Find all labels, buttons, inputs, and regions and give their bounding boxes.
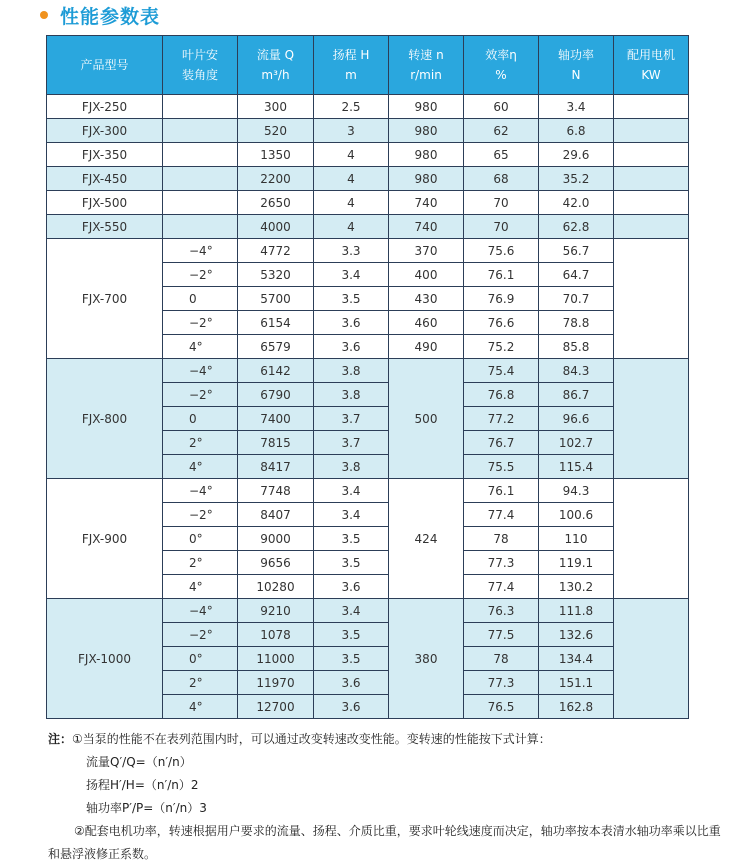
cell-efficiency: 75.2 — [464, 335, 539, 359]
cell-flow: 1350 — [238, 143, 314, 167]
cell-head: 3.5 — [314, 551, 389, 575]
cell-angle — [163, 143, 238, 167]
header-flow: 流量 Q m³/h — [238, 36, 314, 95]
cell-angle: −4° — [163, 599, 238, 623]
cell-shaft-power: 94.3 — [539, 479, 614, 503]
cell-speed: 980 — [389, 143, 464, 167]
title-bar — [40, 0, 160, 30]
page-title: 性能参数表 — [60, 5, 161, 28]
cell-shaft-power: 64.7 — [539, 263, 614, 287]
table-row — [47, 167, 689, 191]
cell-efficiency: 75.6 — [464, 239, 539, 263]
cell-shaft-power: 3.4 — [539, 95, 614, 119]
table-row — [47, 239, 689, 263]
orange-dot-icon — [40, 11, 48, 19]
cell-flow: 6579 — [238, 335, 314, 359]
cell-shaft-power: 151.1 — [539, 671, 614, 695]
table-row — [47, 479, 689, 503]
cell-efficiency: 62 — [464, 119, 539, 143]
cell-head: 2.5 — [314, 95, 389, 119]
cell-speed: 400 — [389, 263, 464, 287]
table-row — [47, 215, 689, 239]
performance-table — [46, 35, 689, 719]
cell-shaft-power: 130.2 — [539, 575, 614, 599]
note-text: ①当泵的性能不在表列范围内时，可以通过改变转速改变性能。变转速的性能按下式计算： — [72, 732, 551, 746]
cell-flow: 4772 — [238, 239, 314, 263]
cell-head: 3.7 — [314, 407, 389, 431]
cell-angle: −4° — [163, 479, 238, 503]
cell-model-group: FJX-900 — [47, 479, 163, 599]
cell-shaft-power: 134.4 — [539, 647, 614, 671]
cell-shaft-power: 29.6 — [539, 143, 614, 167]
note-line: 和悬浮液修正系数。 — [48, 847, 157, 861]
cell-flow: 11000 — [238, 647, 314, 671]
cell-flow: 7815 — [238, 431, 314, 455]
table-row — [47, 191, 689, 215]
cell-angle: 4° — [163, 695, 238, 719]
cell-flow: 11970 — [238, 671, 314, 695]
cell-speed-group: 424 — [389, 479, 464, 599]
cell-flow: 5700 — [238, 287, 314, 311]
cell-angle — [163, 191, 238, 215]
header-head: 扬程 H m — [314, 36, 389, 95]
cell-speed: 490 — [389, 335, 464, 359]
cell-model: FJX-500 — [47, 191, 163, 215]
cell-flow: 5320 — [238, 263, 314, 287]
cell-flow: 7748 — [238, 479, 314, 503]
cell-efficiency: 65 — [464, 143, 539, 167]
cell-flow: 6154 — [238, 311, 314, 335]
cell-head: 3.5 — [314, 647, 389, 671]
cell-head: 3.4 — [314, 263, 389, 287]
cell-speed: 430 — [389, 287, 464, 311]
cell-shaft-power: 62.8 — [539, 215, 614, 239]
cell-angle: 0° — [163, 647, 238, 671]
cell-efficiency: 77.3 — [464, 551, 539, 575]
cell-head: 3.6 — [314, 311, 389, 335]
cell-angle: −2° — [163, 263, 238, 287]
cell-shaft-power: 102.7 — [539, 431, 614, 455]
cell-angle: 4° — [163, 575, 238, 599]
cell-speed: 980 — [389, 167, 464, 191]
cell-angle: 0 — [163, 407, 238, 431]
cell-speed: 370 — [389, 239, 464, 263]
cell-efficiency: 76.3 — [464, 599, 539, 623]
header-efficiency: 效率η % — [464, 36, 539, 95]
cell-model: FJX-550 — [47, 215, 163, 239]
cell-motor — [614, 191, 689, 215]
header-model: 产品型号 — [47, 36, 163, 95]
cell-angle: 0° — [163, 527, 238, 551]
cell-efficiency: 78 — [464, 647, 539, 671]
cell-model: FJX-300 — [47, 119, 163, 143]
cell-head: 3.8 — [314, 383, 389, 407]
cell-head: 3.5 — [314, 287, 389, 311]
cell-angle: 2° — [163, 671, 238, 695]
note-formula-head: 扬程H′/H=（n′/n）2 — [86, 778, 199, 792]
cell-flow: 7400 — [238, 407, 314, 431]
cell-flow: 6142 — [238, 359, 314, 383]
cell-efficiency: 76.9 — [464, 287, 539, 311]
cell-head: 3.8 — [314, 455, 389, 479]
cell-motor — [614, 143, 689, 167]
cell-efficiency: 68 — [464, 167, 539, 191]
cell-shaft-power: 6.8 — [539, 119, 614, 143]
cell-head: 3.8 — [314, 359, 389, 383]
cell-flow: 2200 — [238, 167, 314, 191]
cell-efficiency: 75.4 — [464, 359, 539, 383]
cell-efficiency: 76.1 — [464, 479, 539, 503]
cell-shaft-power: 42.0 — [539, 191, 614, 215]
cell-shaft-power: 96.6 — [539, 407, 614, 431]
cell-motor-group — [614, 599, 689, 719]
cell-shaft-power: 119.1 — [539, 551, 614, 575]
cell-head: 3.6 — [314, 671, 389, 695]
cell-angle — [163, 95, 238, 119]
cell-angle: −4° — [163, 359, 238, 383]
cell-head: 3.6 — [314, 335, 389, 359]
cell-model: FJX-350 — [47, 143, 163, 167]
cell-head: 4 — [314, 191, 389, 215]
cell-head: 3.7 — [314, 431, 389, 455]
table-row — [47, 143, 689, 167]
cell-head: 3.5 — [314, 527, 389, 551]
cell-shaft-power: 84.3 — [539, 359, 614, 383]
table-body — [47, 95, 689, 719]
cell-flow: 8417 — [238, 455, 314, 479]
cell-angle: 2° — [163, 551, 238, 575]
cell-efficiency: 76.1 — [464, 263, 539, 287]
cell-head: 3.4 — [314, 479, 389, 503]
cell-flow: 520 — [238, 119, 314, 143]
cell-angle: −2° — [163, 503, 238, 527]
cell-efficiency: 76.7 — [464, 431, 539, 455]
cell-head: 3.6 — [314, 695, 389, 719]
cell-angle — [163, 119, 238, 143]
cell-flow: 2650 — [238, 191, 314, 215]
cell-efficiency: 77.4 — [464, 575, 539, 599]
cell-flow: 9656 — [238, 551, 314, 575]
cell-efficiency: 70 — [464, 215, 539, 239]
cell-angle: −4° — [163, 239, 238, 263]
cell-speed: 740 — [389, 215, 464, 239]
cell-shaft-power: 56.7 — [539, 239, 614, 263]
cell-flow: 6790 — [238, 383, 314, 407]
cell-motor — [614, 119, 689, 143]
notes-section — [48, 728, 721, 866]
cell-flow: 12700 — [238, 695, 314, 719]
table-row — [47, 599, 689, 623]
cell-efficiency: 77.4 — [464, 503, 539, 527]
cell-flow: 1078 — [238, 623, 314, 647]
table-row — [47, 119, 689, 143]
cell-efficiency: 77.5 — [464, 623, 539, 647]
cell-speed: 460 — [389, 311, 464, 335]
cell-head: 3 — [314, 119, 389, 143]
cell-speed: 980 — [389, 95, 464, 119]
cell-head: 3.5 — [314, 623, 389, 647]
cell-angle: 4° — [163, 455, 238, 479]
cell-speed-group: 380 — [389, 599, 464, 719]
cell-efficiency: 77.2 — [464, 407, 539, 431]
note-formula-flow: 流量Q′/Q=（n′/n） — [86, 755, 192, 769]
cell-model: FJX-250 — [47, 95, 163, 119]
cell-angle: 2° — [163, 431, 238, 455]
cell-shaft-power: 115.4 — [539, 455, 614, 479]
cell-flow: 300 — [238, 95, 314, 119]
cell-head: 3.3 — [314, 239, 389, 263]
header-motor: 配用电机 KW — [614, 36, 689, 95]
cell-head: 4 — [314, 215, 389, 239]
note-line — [48, 728, 708, 751]
note-line: ②配套电机功率，转速根据用户要求的流量、扬程、介质比重，要求叶轮线速度而决定，轴功率按本表清水轴功率乘以比重 — [74, 824, 721, 838]
cell-efficiency: 75.5 — [464, 455, 539, 479]
cell-speed: 740 — [389, 191, 464, 215]
cell-shaft-power: 35.2 — [539, 167, 614, 191]
cell-model-group: FJX-1000 — [47, 599, 163, 719]
cell-angle: 0 — [163, 287, 238, 311]
cell-model-group: FJX-800 — [47, 359, 163, 479]
cell-motor — [614, 167, 689, 191]
cell-flow: 8407 — [238, 503, 314, 527]
cell-angle: 4° — [163, 335, 238, 359]
cell-angle — [163, 167, 238, 191]
cell-model-group: FJX-700 — [47, 239, 163, 359]
cell-speed-group: 500 — [389, 359, 464, 479]
cell-efficiency: 76.6 — [464, 311, 539, 335]
cell-motor — [614, 215, 689, 239]
table-row — [47, 359, 689, 383]
header-angle: 叶片安 装角度 — [163, 36, 238, 95]
cell-head: 4 — [314, 143, 389, 167]
note-formula-power: 轴功率P′/P=（n′/n）3 — [86, 801, 207, 815]
cell-shaft-power: 110 — [539, 527, 614, 551]
cell-shaft-power: 162.8 — [539, 695, 614, 719]
cell-flow: 9000 — [238, 527, 314, 551]
cell-efficiency: 78 — [464, 527, 539, 551]
cell-flow: 4000 — [238, 215, 314, 239]
cell-motor-group — [614, 359, 689, 479]
cell-shaft-power: 78.8 — [539, 311, 614, 335]
cell-angle — [163, 215, 238, 239]
header-speed: 转速 n r/min — [389, 36, 464, 95]
cell-motor-group — [614, 239, 689, 359]
cell-flow: 10280 — [238, 575, 314, 599]
cell-head: 3.4 — [314, 599, 389, 623]
cell-head: 4 — [314, 167, 389, 191]
cell-head: 3.6 — [314, 575, 389, 599]
cell-efficiency: 60 — [464, 95, 539, 119]
cell-shaft-power: 111.8 — [539, 599, 614, 623]
cell-head: 3.4 — [314, 503, 389, 527]
cell-efficiency: 76.5 — [464, 695, 539, 719]
cell-speed: 980 — [389, 119, 464, 143]
cell-shaft-power: 86.7 — [539, 383, 614, 407]
cell-efficiency: 76.8 — [464, 383, 539, 407]
cell-motor — [614, 95, 689, 119]
note-label: 注： — [48, 732, 73, 746]
cell-efficiency: 70 — [464, 191, 539, 215]
table-row — [47, 95, 689, 119]
cell-angle: −2° — [163, 383, 238, 407]
table-header-row — [47, 36, 689, 95]
cell-shaft-power: 70.7 — [539, 287, 614, 311]
cell-shaft-power: 132.6 — [539, 623, 614, 647]
cell-angle: −2° — [163, 623, 238, 647]
cell-model: FJX-450 — [47, 167, 163, 191]
header-shaft-power: 轴功率 N — [539, 36, 614, 95]
cell-efficiency: 77.3 — [464, 671, 539, 695]
cell-angle: −2° — [163, 311, 238, 335]
cell-motor-group — [614, 479, 689, 599]
cell-shaft-power: 100.6 — [539, 503, 614, 527]
cell-flow: 9210 — [238, 599, 314, 623]
cell-shaft-power: 85.8 — [539, 335, 614, 359]
